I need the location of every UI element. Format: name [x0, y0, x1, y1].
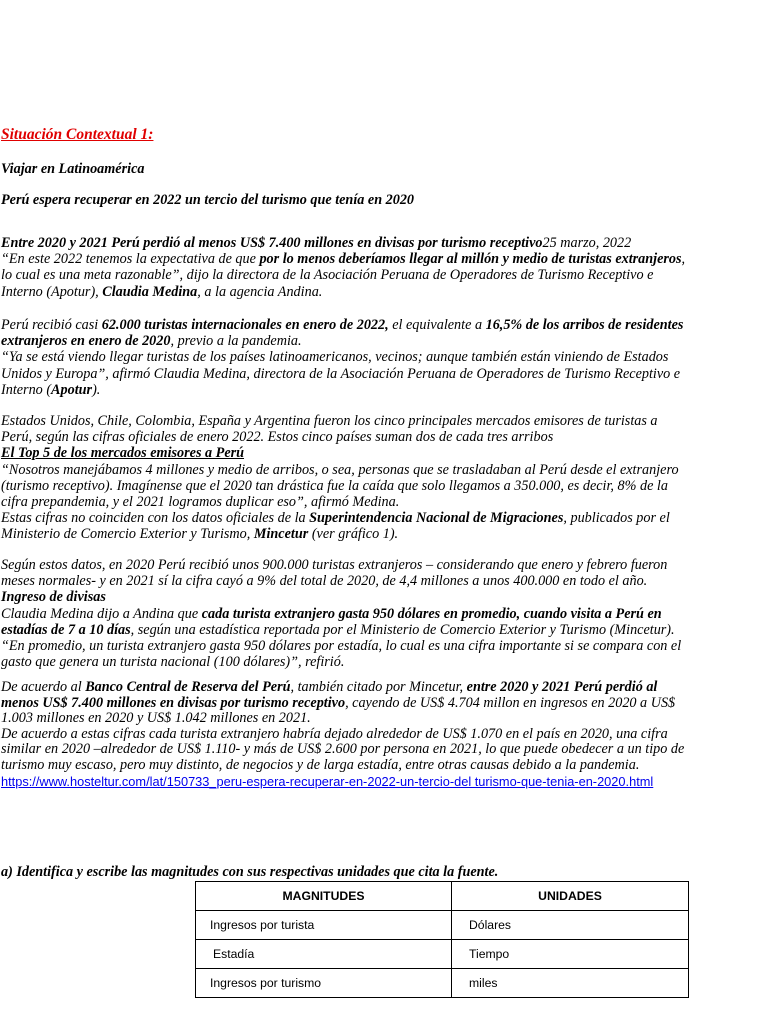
divisas-heading: Ingreso de divisas [1, 589, 106, 606]
source-link[interactable]: https://www.hosteltur.com/lat/150733_peru-espera-recuperar-en-2022-un-tercio-del turismo-que-tenia-en-2020.html [1, 773, 654, 789]
table-row: Estadía Tiempo [196, 940, 689, 969]
title-text: Situación Contextual 1: [1, 126, 154, 143]
paragraph-2: Perú recibió casi 62.000 turistas internacionales en enero de 2022, el equivalente a 16,5% de los arribos de residentes extranjeros en enero de 2020, previo a la pandemia. “Ya se está viendo llegar turistas de los países latinoamericanos, vecinos; aunque también están viniendo de Estados Unidos y Europa”, afirmó Claudia Medina, directora de la Asociación Peruana de Operadores de Turismo Receptivo e Interno (Apotur). [1, 317, 684, 398]
headline: Perú espera recuperar en 2022 un tercio del turismo que tenía en 2020 [1, 192, 415, 208]
magnitudes-table [195, 881, 689, 998]
header-unidades: UNIDADES [452, 882, 689, 911]
header-magnitudes: MAGNITUDES [196, 882, 452, 911]
paragraph-3: Estados Unidos, Chile, Colombia, España y Argentina fueron los cinco principales mercados emisores de turistas a Perú, según las cifras oficiales de enero 2022. Estos cinco países suman dos de cada tres arribos El Top 5 de los mercados emisores a Perú “Nosotros manejábamos 4 millones y medio de arribos, o sea, personas que se trasladaban al Perú desde el extranjero (turismo receptivo). Imagínense que el 2020 tan drástica fue la caída que solo llegamos a 350.000, es decir, 8% de la cifra prepandemia, y el 2021 logramos duplicar eso”, afirmó Medina. Estas cifras no coinciden con los datos oficiales de la Superintendencia Nacional de Migraciones, publicados por el Ministerio de Comercio Exterior y Turismo, Mincetur (ver gráfico 1). [1, 413, 761, 543]
subtitle: Viajar en Latinoamérica [1, 161, 145, 177]
paragraph-4: Según estos datos, en 2020 Perú recibió unos 900.000 turistas extranjeros – considerando que enero y febrero fueron meses normales- y en 2021 sí la cifra cayó a 9% del total de 2020, de 4,4 millones a unos 400.000 en todo el año. Ingreso de divisas Claudia Medina dijo a Andina que cada turista extranjero gasta 950 dólares en promedio, cuando visita a Perú en estadías de 7 a 10 días, según una estadística reportada por el Ministerio de Comercio Exterior y Turismo (Mincetur). “En promedio, un turista extranjero gasta 950 dólares por estadía, lo cual es una cifra importante si se compara con el gasto que genera un turista nacional (100 dólares)”, refirió. [1, 557, 761, 670]
section-title [1, 127, 761, 143]
table-row: Ingresos por turista Dólares [196, 911, 689, 940]
table-row: Ingresos por turismo miles [196, 969, 689, 998]
paragraph-5: De acuerdo al Banco Central de Reserva del Perú, también citado por Mincetur, entre 2020 y 2021 Perú perdió al menos US$ 7.400 millones en divisas por turismo receptivo, cayendo de US$ 4.704 millon en ingresos en 2020 a US$ 1.003 millones en 2020 y US$ 1.042 millones en 2021. De acuerdo a estas cifras cada turista extranjero habría dejado alrededor de US$ 1.070 en el país en 2020, una cifra similar en 2020 –alrededor de US$ 1.110- y más de US$ 2.600 por persona en 2021, lo que puede obedecer a un tipo de turismo muy escaso, pero muy distinto, de negocios y de larga estadía, entre otras causas debido a la pandemia. https://www.hosteltur.com/lat/150733_peru-espera-recuperar-en-2022-un-tercio-del turismo-que-tenia-en-2020.html [1, 679, 685, 789]
paragraph-1: Entre 2020 y 2021 Perú perdió al menos US$ 7.400 millones en divisas por turismo receptivo25 marzo, 2022 “En este 2022 tenemos la expectativa de que por lo menos deberíamos llegar al millón y medio de turistas extranjeros, lo cual es una meta razonable”, dijo la directora de la Asociación Peruana de Operadores de Turismo Receptivo e Interno (Apotur), Claudia Medina, a la agencia Andina. [1, 235, 686, 300]
top5-heading: El Top 5 de los mercados emisores a Perú [1, 445, 245, 462]
question: a) Identifica y escribe las magnitudes con sus respectivas unidades que cita la fuente. [1, 864, 499, 880]
table-header-row [196, 882, 689, 911]
